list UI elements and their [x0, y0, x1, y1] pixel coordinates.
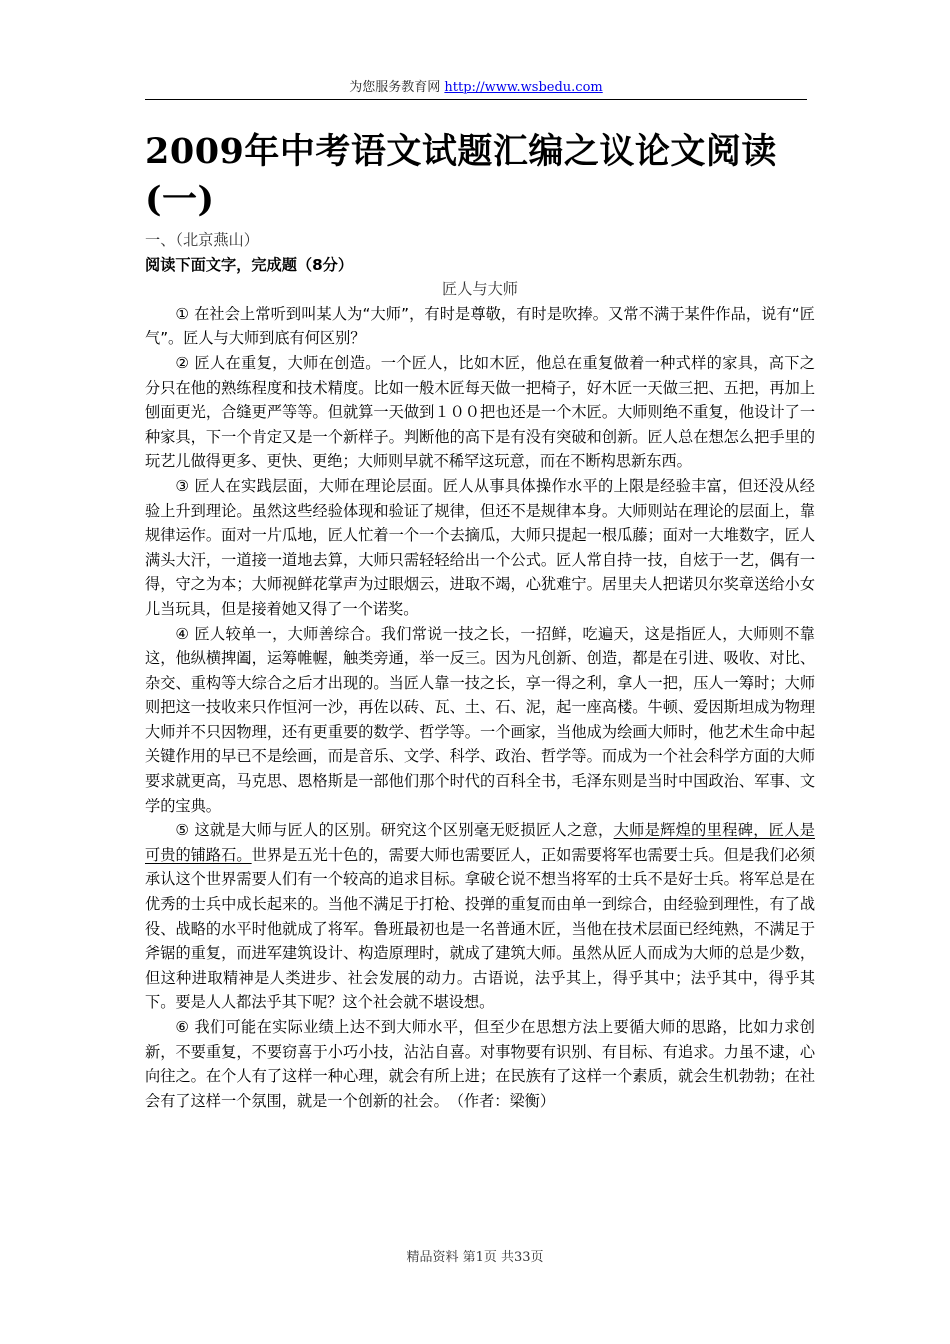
- paragraph-2: ② 匠人在重复，大师在创造。一个匠人，比如木匠，他总在重复做着一种式样的家具，高下之分只在他的熟练程度和技术精度。比如一般木匠每天做一把椅子，好木匠一天做三把、五把，再加上刨面更光，合缝更严等等。但就算一天做到１００把也还是一个木匠。大师则绝不重复，他设计了一种家具，下一个肯定又是一个新样子。判断他的高下是有没有突破和创新。匠人总在想怎么把手里的玩艺儿做得更多、更快、更绝；大师则早就不稀罕这玩意，而在不断构思新东西。: [145, 353, 815, 471]
- paragraph-5-start: ⑤ 这就是大师与匠人的区别。研究这个区别毫无贬损匠人之意，: [175, 821, 614, 840]
- paragraph-5: [145, 818, 815, 1015]
- paragraph-6: ⑥ 我们可能在实际业绩上达不到大师水平，但至少在思想方法上要循大师的思路，比如力求创新，不要重复，不要窃喜于小巧小技，沾沾自喜。对事物要有识别、有目标、有追求。力虽不逮，心向往之。在个人有了这样一种心理，就会有所上进；在民族有了这样一个素质，就会生机勃勃；在社会有了这样一个氛围，就是一个创新的社会。 （作者：梁衡）: [145, 1018, 815, 1110]
- page-title: 2009年中考语文试题汇编之议论文阅读(一): [145, 131, 777, 220]
- page-header: [145, 76, 807, 95]
- paragraph-1: ① 在社会上常听到叫某人为“大师”，有时是尊敬，有时是吹捧。又常不满于某件作品，说有“匠气”。匠人与大师到底有何区别？: [145, 304, 815, 348]
- question-instruction: 阅读下面文字，完成题（8分）: [145, 255, 354, 274]
- article-body: [145, 228, 815, 1113]
- page-footer: 精品资料 第1页 共33页: [406, 1250, 544, 1265]
- paragraph-5-rest: 世界是五光十色的，需要大师也需要匠人，正如需要将军也需要士兵。但是我们必须承认这个世界需要人们有一个较高的追求目标。拿破仑说不想当将军的士兵不是好士兵。将军总是在优秀的士兵中成长起来的。当他不满足于打枪、投弹的重复而由单一到综合，由经验到理性，有了战役、战略的水平时他就成了将军。鲁班最初也是一名普通木匠，当他在技术层面已经纯熟，不满足于斧锯的重复，而进军建筑设计、构造原理时，就成了建筑大师。虽然从匠人而成为大师的总是少数，但这种进取精神是人类进步、社会发展的动力。古语说，法乎其上，得乎其中；法乎其中，得乎其下。要是人人都法乎其下呢？这个社会就不堪设想。: [145, 845, 816, 1012]
- paragraph-4: ④ 匠人较单一，大师善综合。我们常说一技之长，一招鲜，吃遍天，这是指匠人，大师则不靠这，他纵横捭阖，运筹帷幄，触类旁通，举一反三。因为凡创新、创造，都是在引进、吸收、对比、杂交、重构等大综合之后才出现的。当匠人靠一技之长，享一得之利，拿人一把，压人一筹时；大师则把这一技收来只作恒河一沙，再佐以砖、瓦、土、石、泥，起一座高楼。牛顿、爱因斯坦成为物理大师并不只因物理，还有更重要的数学、哲学等。一个画家，当他成为绘画大师时，他艺术生命中起关键作用的早已不是绘画，而是音乐、文学、科学、政治、哲学等。而成为一个社会科学方面的大师要求就更高，马克思、恩格斯是一部他们那个时代的百科全书，毛泽东则是当时中国政治、军事、文学的宝典。: [145, 624, 815, 815]
- header-site-name: 为您服务教育网: [349, 80, 445, 95]
- header-site-link[interactable]: http://www.wsbedu.com: [444, 80, 603, 95]
- article-title: 匠人与大师: [442, 280, 518, 299]
- underlined-sentence: 大师是辉煌的里程碑，匠人是可贵的铺路石。: [145, 821, 815, 864]
- question-source: 一、（北京燕山）: [145, 231, 259, 249]
- paragraph-3: ③ 匠人在实践层面，大师在理论层面。匠人从事具体操作水平的上限是经验丰富，但还没从经验上升到理论。虽然这些经验体现和验证了规律，但还不是规律本身。大师则站在理论的层面上，靠规律运作。面对一片瓜地，匠人忙着一个一个去摘瓜，大师只提起一根瓜藤；面对一大堆数字，匠人满头大汗，一道接一道地去算，大师只需轻轻给出一个公式。匠人常自持一技，自炫于一艺，偶有一得，守之为本；大师视鲜花掌声为过眼烟云，进取不竭，心犹难宁。居里夫人把诺贝尔奖章送给小女儿当玩具，但是接着她又得了一个诺奖。: [145, 476, 815, 618]
- header-divider: [145, 99, 807, 100]
